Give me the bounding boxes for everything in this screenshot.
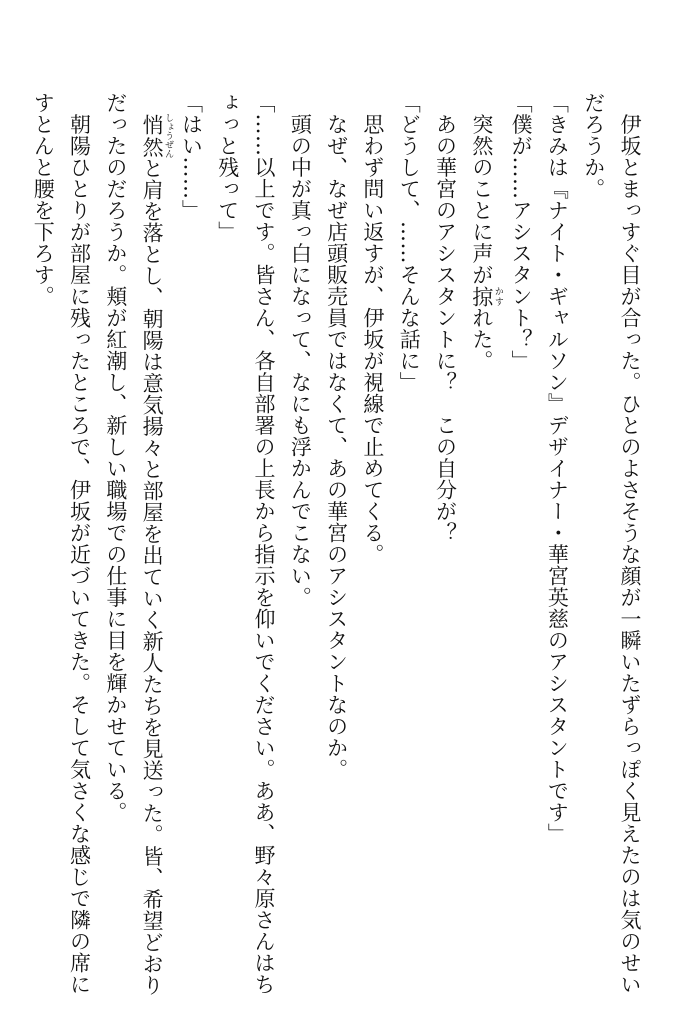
text-line: なぜ、なぜ店頭販売員ではなくて、あの華宮のアシスタントなのか。 (324, 92, 349, 780)
dialogue-line: 「はい……」 (179, 92, 204, 221)
text-line (464, 92, 503, 972)
dialogue-line: ょっと残って」 (215, 92, 240, 243)
dialogue-line: 「きみは『ナイト・ギャルソン』デザイナー・華宮英慈のアシスタントです」 (545, 92, 570, 845)
text-line (134, 92, 174, 996)
text-line: だったのだろうか。頬が紅潮し、新しい職場での仕事に目を輝かせている。 (103, 92, 128, 823)
text-line: すとんと腰を下ろす。 (31, 92, 56, 307)
line-text: れた。 (469, 307, 494, 372)
ruby-reading: しょうぜん (163, 113, 174, 158)
text-line: だろうか。 (581, 92, 606, 200)
ruby-word (469, 285, 503, 308)
text-line: 思わず問い返すが、伊坂が視線で止めてくる。 (360, 92, 385, 565)
dialogue-line: 「……以上です。皆さん、各自部署の上長から指示を仰いでください。ああ、野々原さんはち (252, 92, 277, 995)
text-line: 頭の中が真っ白になって、なにも浮かんでこない。 (288, 92, 313, 608)
text-line: あの華宮のアシスタントに？ この自分が？ (433, 92, 458, 544)
dialogue-line: 「どうして、……そんな話に」 (397, 92, 422, 393)
text-line: 朝陽ひとりが部屋に残ったところで、伊坂が近づいてきた。そして気さくな感じで隣の席に (67, 92, 92, 995)
ruby-base: 悄然 (140, 113, 165, 158)
ruby-reading: かす (492, 285, 503, 307)
line-text: と肩を落とし、朝陽は意気揚々と部屋を出ていく新人たちを見送った。皆、希望どおり (140, 157, 165, 996)
ruby-base: 掠 (469, 285, 494, 307)
text-line: 伊坂とまっすぐ目が合った。ひとのよさそうな顔が一瞬いたずらっぽく見えたのは気のせい (618, 92, 642, 995)
vertical-text-block (25, 92, 648, 996)
ruby-word (140, 113, 174, 158)
line-text: 突然のことに声が (469, 92, 494, 286)
line-text (140, 92, 164, 114)
dialogue-line: 「僕が……アシスタント？」 (509, 92, 534, 372)
